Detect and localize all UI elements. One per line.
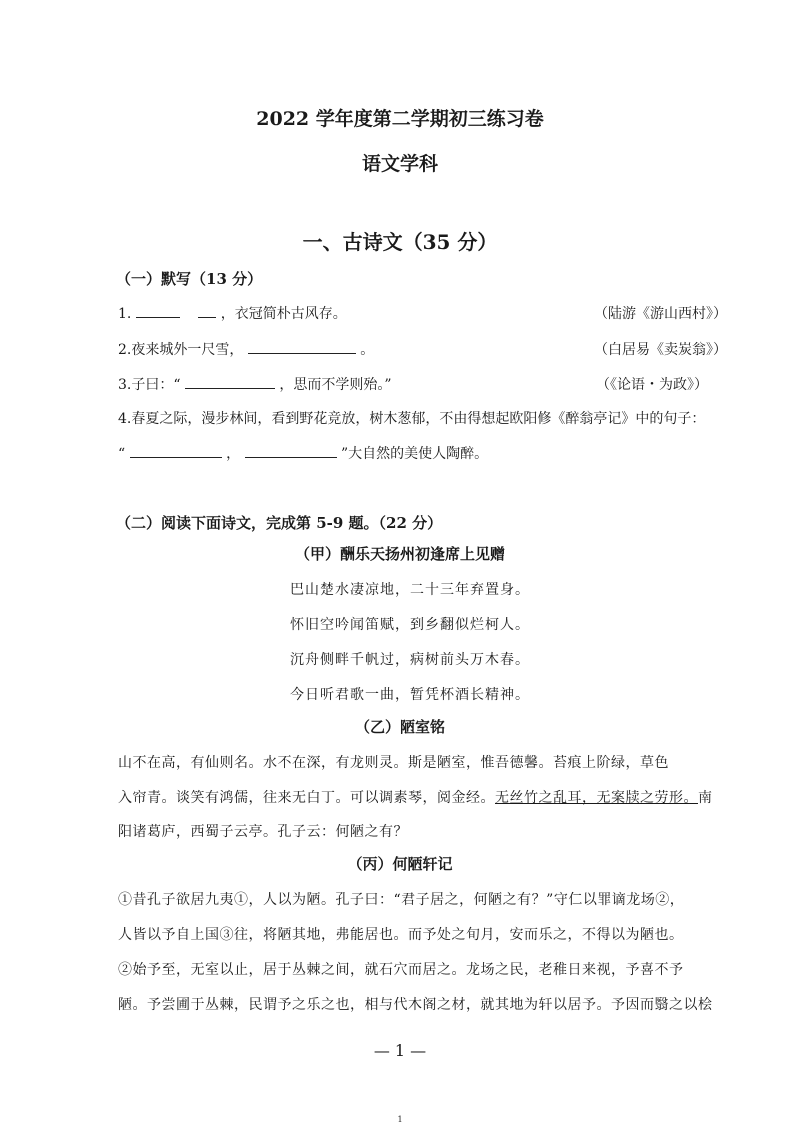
question-2-tail: 。: [360, 342, 375, 358]
text-c-line: ①昔孔子欲居九夷①，人以为陋。孔子曰：“君子居之，何陋之有？”守仁以罪谪龙场②，: [118, 892, 685, 908]
text-c-title: （丙）何陋轩记: [347, 855, 453, 873]
question-1-number: 1.: [118, 306, 132, 322]
question-4-blanks: [118, 443, 488, 463]
exam-title: 2022 学年度第二学期初三练习卷: [256, 108, 544, 130]
question-1: [118, 303, 347, 323]
question-2-source: （白居易《卖炭翁》）: [594, 342, 727, 358]
answer-blank[interactable]: [136, 305, 180, 318]
question-3-tail: ，思而不学则殆。”: [279, 377, 392, 393]
text-b-line: 阳诸葛庐，西蜀子云亭。孔子云：何陋之有？: [118, 824, 408, 840]
question-4-comma: ，: [226, 446, 241, 462]
question-2: [118, 339, 374, 359]
poem-line: 今日听君歌一曲，暂凭杯酒长精神。: [290, 687, 530, 703]
text-b-line: [118, 787, 713, 807]
question-4-open-quote: “: [118, 446, 126, 462]
poem-line: 怀旧空吟闻笛赋，到乡翻似烂柯人。: [290, 617, 530, 633]
text-b-line-start: 入帘青。谈笑有鸿儒，往来无白丁。可以调素琴，阅金经。: [118, 790, 495, 806]
answer-blank[interactable]: [185, 376, 275, 389]
question-3: [118, 374, 392, 394]
page-number: 1: [397, 1115, 403, 1124]
question-3-text: 3.子曰：“: [118, 377, 181, 393]
question-1-source: （陆游《游山西村》）: [594, 306, 727, 322]
underlined-sentence: 无丝竹之乱耳，无案牍之劳形。: [495, 790, 698, 806]
page-footer: — 1 —: [373, 1041, 427, 1060]
answer-blank[interactable]: [245, 445, 337, 458]
text-b-line-end: 南: [698, 790, 713, 806]
text-c-line: 陋。予尝圃于丛棘，民谓予之乐之也，相与代木阁之材，就其地为轩以居予。予因而翳之以桧: [118, 997, 713, 1013]
poem-line: 沉舟侧畔千帆过，病树前头万木春。: [290, 652, 530, 668]
question-3-source: （《论语・为政》）: [596, 377, 708, 393]
text-c-line: 人皆以予自上国③往，将陋其地，弗能居也。而予处之旬月，安而乐之，不得以为陋也。: [118, 927, 684, 943]
answer-blank[interactable]: [248, 341, 356, 354]
part1-heading: （一）默写（13 分）: [116, 270, 263, 288]
part2-heading: （二）阅读下面诗文，完成第 5-9 题。（22 分）: [116, 514, 443, 532]
subject-title: 语文学科: [361, 153, 438, 175]
text-b-title: （乙）陋室铭: [354, 718, 445, 736]
answer-blank[interactable]: [198, 305, 216, 318]
question-1-text: ，衣冠简朴古风存。: [220, 306, 347, 322]
text-c-line: ②始予至，无室以止，居于丛棘之间，就石穴而居之。龙场之民，老稚日来视，予喜不予: [118, 962, 684, 978]
question-2-text: 2.夜来城外一尺雪，: [118, 342, 244, 358]
question-4-tail: ”大自然的美使人陶醉。: [340, 446, 489, 462]
question-4-text: 4.春夏之际，漫步林间，看到野花竞放，树木葱郁，不由得想起欧阳修《醉翁亭记》中的句子：: [118, 411, 706, 427]
section-heading: 一、古诗文（35 分）: [302, 230, 498, 254]
answer-blank[interactable]: [130, 445, 222, 458]
poem-a-title: （甲）酬乐天扬州初逢席上见赠: [294, 545, 505, 563]
poem-line: 巴山楚水凄凉地，二十三年弃置身。: [290, 582, 530, 598]
text-b-line: 山不在高，有仙则名。水不在深，有龙则灵。斯是陋室，惟吾德馨。苔痕上阶绿，草色: [118, 755, 669, 771]
